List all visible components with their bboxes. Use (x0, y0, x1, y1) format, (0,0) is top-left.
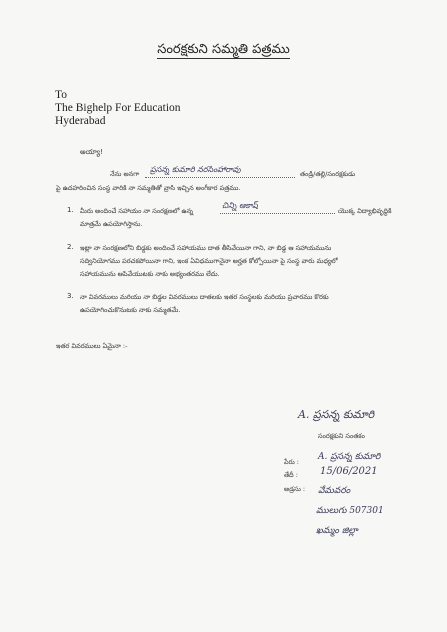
date-value: 15/06/2021 (320, 466, 378, 477)
name-value: A. ప్రసన్న కుమారి (318, 452, 381, 462)
item-1-text-post: యొక్క విద్యాభివృద్ధికి (338, 207, 392, 215)
letter-title (0, 42, 447, 60)
child-name-dotted-line (220, 213, 335, 214)
parent-name-handwritten: ప్రసన్న కుమారి నరసింహారావు (150, 165, 241, 174)
item-3-number: 3. (67, 292, 74, 300)
parent-name-dotted-line (145, 177, 295, 178)
address-city: Hyderabad (55, 115, 106, 127)
signature-label: సంరక్షకుని సంతకం (318, 432, 365, 440)
item-1-text-pre: మీరు అందించే సహాయం నా సంరక్షణలో ఉన్న (80, 207, 194, 215)
name-label: పేరు : (284, 458, 299, 466)
intro-relation: తండ్రి/తల్లి/సంరక్షకుడు (300, 170, 356, 178)
guardian-signature: A. ప్రసన్న కుమారి (298, 408, 375, 421)
address-label: అడ్రసు : (284, 485, 306, 493)
date-label: తేదీ : (284, 471, 298, 479)
item-1-number: 1. (67, 206, 74, 214)
item-3-line1: నా వివరములు మరియు నా బిడ్డల వివరములు దాతలకు ఇతర సంస్థలకు మరియు ప్రచారము కొరకు (80, 293, 329, 301)
title-text: సంరక్షకుని సమ్మతి పత్రము (157, 42, 290, 57)
address-to: To (55, 89, 67, 101)
item-2-line2: సద్వినియోగము పరచకపోయినా గాని, ఇంక ఏవిధముగానైనా అర్హత కోల్పోయినా పై సంస్థ వారు మధ్యలో (80, 257, 338, 265)
intro-prefix: నేను అనగా (110, 170, 140, 178)
address-line-1: వేమవరం (318, 486, 351, 496)
address-line-3: ఖమ్మం జిల్లా (316, 526, 358, 536)
address-organization: The Bighelp For Education (55, 102, 181, 114)
item-2-number: 2. (67, 243, 74, 251)
item-2-line3: సహాయమును ఆపివేయుటకు నాకు అభ్యంతరము లేదు. (80, 270, 220, 278)
child-name-handwritten: చిన్ని ఆకాష్ (222, 201, 258, 210)
intro-line2: పై ఉదహరించిన సంస్థ వారికి నా సమ్మతితో వ్రాసి ఇచ్చిన అంగీకార పత్రము. (56, 184, 241, 192)
address-line-2: ములుగు 507301 (316, 506, 384, 516)
salutation: అయ్యా! (80, 148, 103, 156)
other-details-label: ఇతర వివరములు ఏమైనా :- (56, 342, 128, 350)
item-1-line2: మాత్రమే ఉపయోగిస్తాను. (80, 220, 143, 228)
item-3-line2: ఉపయోగించుకొనుటకు నాకు సమ్మతమే. (80, 306, 181, 314)
item-2-line1: ఇట్లా నా సంరక్షణలోని బిడ్డకు అందించే సహాయము దాత తీసివేయినా గాని, నా బిడ్డ ఆ సహాయమును (80, 244, 332, 252)
